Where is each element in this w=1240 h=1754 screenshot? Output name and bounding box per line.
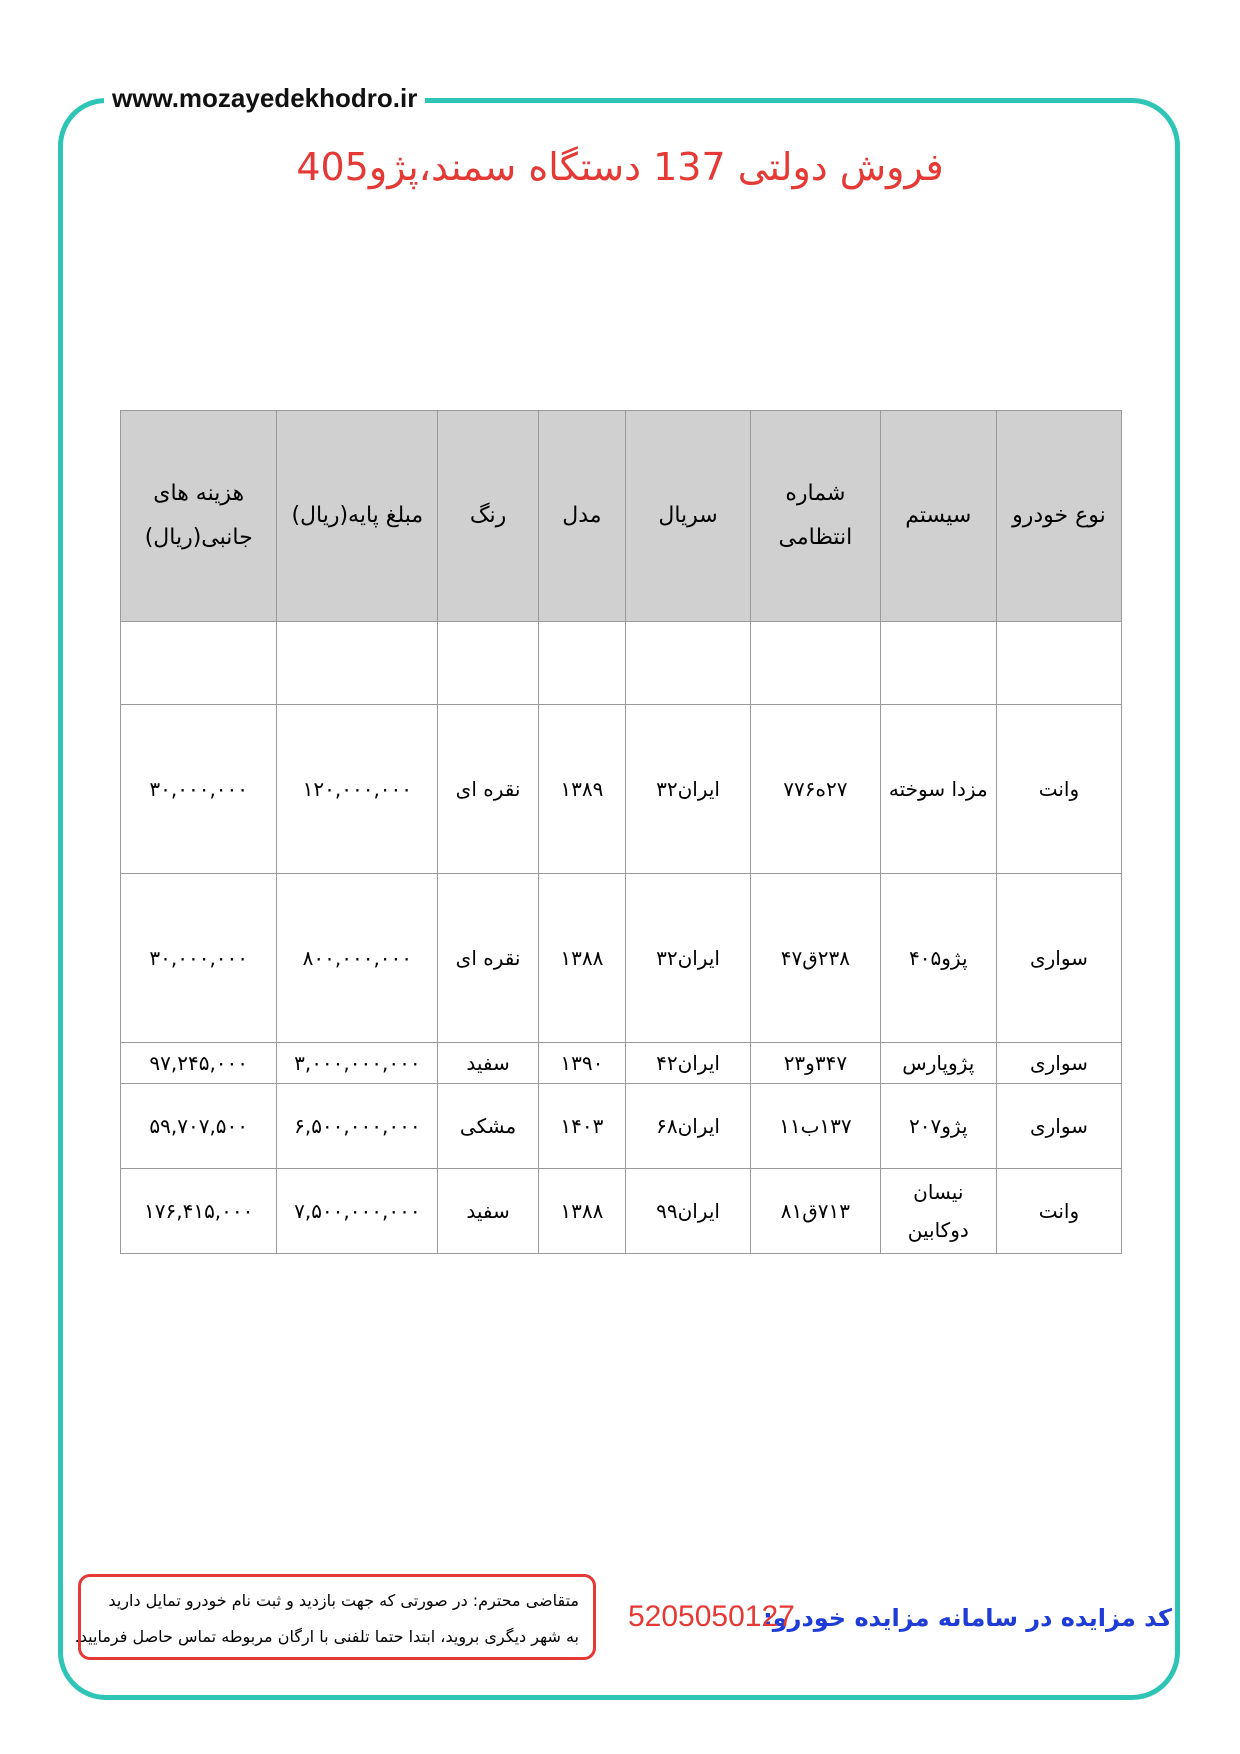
table-cell: سفید <box>438 1043 539 1084</box>
table-cell <box>121 622 277 705</box>
table-row <box>121 1169 1122 1254</box>
column-header-serial: سریال <box>625 411 750 622</box>
table-cell: ۱۷۶,۴۱۵,۰۰۰ <box>121 1169 277 1254</box>
column-header-plate-number: شماره انتظامی <box>751 411 881 622</box>
table-cell: مزدا سوخته <box>880 705 996 874</box>
table-cell: ۳۴۷و۲۳ <box>751 1043 881 1084</box>
table-cell: ۷۱۳ق۸۱ <box>751 1169 881 1254</box>
column-header-system: سیستم <box>880 411 996 622</box>
site-url: www.mozayedekhodro.ir <box>104 80 425 116</box>
table-cell: ۵۹,۷۰۷,۵۰۰ <box>121 1084 277 1169</box>
table-cell <box>277 622 438 705</box>
column-header-vehicle-type: نوع خودرو <box>996 411 1121 622</box>
table-cell <box>538 622 625 705</box>
table-cell: سواری <box>996 1084 1121 1169</box>
table-row <box>121 1084 1122 1169</box>
table-cell: ایران۶۸ <box>625 1084 750 1169</box>
table-cell: ۸۰۰,۰۰۰,۰۰۰ <box>277 874 438 1043</box>
column-header-model: مدل <box>538 411 625 622</box>
table-cell: ۹۷,۲۴۵,۰۰۰ <box>121 1043 277 1084</box>
column-header-base-price: مبلغ پایه(ریال) <box>277 411 438 622</box>
table-row <box>121 874 1122 1043</box>
table-cell: ۶,۵۰۰,۰۰۰,۰۰۰ <box>277 1084 438 1169</box>
table-cell: سواری <box>996 874 1121 1043</box>
table-cell: ۱۲۰,۰۰۰,۰۰۰ <box>277 705 438 874</box>
table-cell <box>751 622 881 705</box>
table-cell: ایران۴۲ <box>625 1043 750 1084</box>
table-cell: ۱۳۹۰ <box>538 1043 625 1084</box>
table-cell: پژو۲۰۷ <box>880 1084 996 1169</box>
table-cell: نقره ای <box>438 705 539 874</box>
table-cell: ۳,۰۰۰,۰۰۰,۰۰۰ <box>277 1043 438 1084</box>
table-cell <box>880 622 996 705</box>
table-cell: سفید <box>438 1169 539 1254</box>
table-cell: ۳۰,۰۰۰,۰۰۰ <box>121 705 277 874</box>
table-cell: نیسان دوکابین <box>880 1169 996 1254</box>
table-cell: ۲۷ه۷۷۶ <box>751 705 881 874</box>
table-cell: ۲۳۸ق۴۷ <box>751 874 881 1043</box>
table-header-row <box>121 411 1122 622</box>
table-cell: ۱۳۸۸ <box>538 1169 625 1254</box>
table-cell: ایران۳۲ <box>625 874 750 1043</box>
auction-code-value: 5205050127 <box>628 1600 795 1633</box>
table-cell <box>438 622 539 705</box>
table-cell: ۳۰,۰۰۰,۰۰۰ <box>121 874 277 1043</box>
table-cell: وانت <box>996 1169 1121 1254</box>
table-cell: پژو۴۰۵ <box>880 874 996 1043</box>
table-cell: مشکی <box>438 1084 539 1169</box>
table-cell: ۱۳۷ب۱۱ <box>751 1084 881 1169</box>
vehicles-table <box>120 410 1122 1254</box>
table-cell: ایران۹۹ <box>625 1169 750 1254</box>
column-header-side-costs: هزینه های جانبی(ریال) <box>121 411 277 622</box>
table-cell: سواری <box>996 1043 1121 1084</box>
table-cell: نقره ای <box>438 874 539 1043</box>
notice-line-2: به شهر دیگری بروید، ابتدا حتما تلفنی با ارگان مربوطه تماس حاصل فرمایید. <box>74 1627 579 1646</box>
table-row <box>121 705 1122 874</box>
table-cell: پژوپارس <box>880 1043 996 1084</box>
table-row <box>121 622 1122 705</box>
table-row <box>121 1043 1122 1084</box>
table-cell <box>625 622 750 705</box>
table-cell: ۱۳۸۹ <box>538 705 625 874</box>
notice-line-1: متقاضی محترم: در صورتی که جهت بازدید و ثبت نام خودرو تمایل دارید <box>108 1591 579 1610</box>
table-cell: ۱۴۰۳ <box>538 1084 625 1169</box>
table-cell: وانت <box>996 705 1121 874</box>
table-cell <box>996 622 1121 705</box>
table-cell: ۱۳۸۸ <box>538 874 625 1043</box>
page-title: فروش دولتی 137 دستگاه سمند،پژو405 <box>296 145 944 189</box>
auction-code-label: کد مزایده در سامانه مزایده خودرو: <box>763 1604 1172 1632</box>
column-header-color: رنگ <box>438 411 539 622</box>
table-cell: ایران۳۲ <box>625 705 750 874</box>
table-cell: ۷,۵۰۰,۰۰۰,۰۰۰ <box>277 1169 438 1254</box>
notice-box <box>74 1574 596 1660</box>
